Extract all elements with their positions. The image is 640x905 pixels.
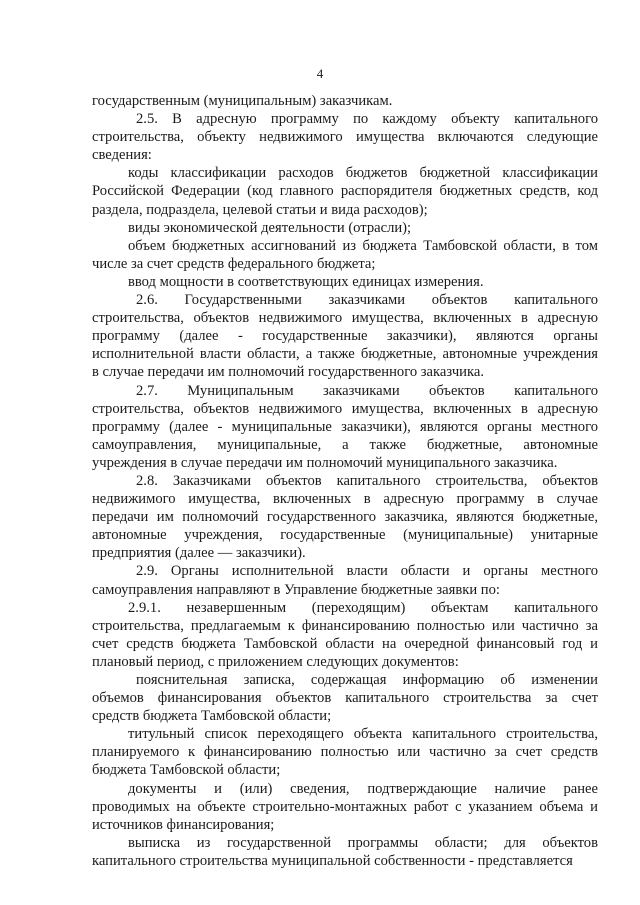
text-line: государственным (муниципальным) заказчикам. bbox=[92, 93, 393, 109]
text-line: строительства, предлагаемым к финансированию полностью или частично за bbox=[92, 617, 598, 634]
text-line: программу (далее - государственные заказчики), являются органы bbox=[92, 328, 598, 345]
text-line: недвижимого имущества, включенных в адресную программу в случае bbox=[92, 491, 598, 508]
paragraph-p13 bbox=[92, 780, 598, 834]
text-line: 2.9.1. незавершенным (переходящим) объектам капитального bbox=[128, 599, 598, 616]
paragraph-p8 bbox=[92, 472, 598, 562]
text-line: 2.6. Государственными заказчиками объектов капитального bbox=[136, 292, 598, 309]
text-line: объем бюджетных ассигнований из бюджета Тамбовской области, в том bbox=[128, 237, 598, 254]
text-line: счет средств бюджета Тамбовской области на очередной финансовый год и bbox=[92, 635, 598, 652]
page-number: 4 bbox=[316, 66, 324, 81]
document-body bbox=[92, 92, 598, 870]
text-line: самоуправления, муниципальные, а также бюджетные, автономные bbox=[92, 436, 598, 453]
text-line: самоуправления направляют в Управление бюджетные заявки по: bbox=[92, 581, 500, 598]
text-line: 2.8. Заказчиками объектов капитального строительства, объектов bbox=[136, 472, 598, 489]
text-line: выписка из государственной программы области; для объектов bbox=[128, 834, 598, 851]
paragraph-p11 bbox=[92, 671, 598, 725]
paragraph-p14 bbox=[92, 834, 598, 870]
paragraph-p3 bbox=[92, 219, 598, 237]
text-line: сведения: bbox=[92, 147, 152, 164]
text-line: капитального строительства муниципальной собственности - представляется bbox=[92, 852, 573, 869]
paragraph-p0 bbox=[92, 92, 598, 110]
text-line: программу (далее - муниципальные заказчики), являются органы местного bbox=[92, 418, 598, 435]
text-line: Российской Федерации (код главного распорядителя бюджетных средств, код bbox=[92, 183, 598, 200]
text-line: передачи им полномочий государственного заказчика, являются бюджетные, bbox=[92, 509, 598, 526]
text-line: средств бюджета Тамбовской области; bbox=[92, 708, 332, 725]
text-line: автономные учреждения, государственные (муниципальные) унитарные bbox=[92, 527, 598, 544]
paragraph-p5 bbox=[92, 273, 598, 291]
text-line: раздела, подраздела, целевой статьи и вида расходов); bbox=[92, 201, 428, 218]
paragraph-p6 bbox=[92, 291, 598, 381]
text-line: 2.9. Органы исполнительной власти области и органы местного bbox=[136, 563, 598, 580]
text-line: предприятия (далее — заказчики). bbox=[92, 545, 306, 562]
text-line: титульный список переходящего объекта капитального строительства, bbox=[128, 726, 598, 743]
paragraph-p7 bbox=[92, 382, 598, 472]
paragraph-p12 bbox=[92, 725, 598, 779]
paragraph-p9 bbox=[92, 562, 598, 598]
text-line: плановый период, с приложением следующих документов: bbox=[92, 653, 459, 670]
text-line: исполнительной власти области, а также бюджетные, автономные учреждения bbox=[92, 346, 598, 363]
text-line: пояснительная записка, содержащая информацию об изменении bbox=[136, 672, 598, 688]
text-line: ввод мощности в соответствующих единицах измерения. bbox=[128, 273, 484, 290]
text-line: 2.5. В адресную программу по каждому объекту капитального bbox=[136, 111, 598, 128]
text-line: строительства, объектов недвижимого имущества, включенных в адресную bbox=[92, 400, 598, 417]
text-line: строительства, объектов недвижимого имущества, включенных в адресную bbox=[92, 310, 598, 327]
text-line: бюджета Тамбовской области; bbox=[92, 762, 281, 779]
text-line: проводимых на объекте строительно-монтажных работ с указанием объема и bbox=[92, 798, 598, 815]
text-line: объемов финансирования объектов капитального строительства за счет bbox=[92, 690, 598, 707]
text-line: числе за счет средств федерального бюджета; bbox=[92, 255, 376, 272]
paragraph-p1 bbox=[92, 110, 598, 164]
text-line: планируемого к финансированию полностью или частично за счет средств bbox=[92, 744, 598, 761]
text-line: источников финансирования; bbox=[92, 816, 275, 833]
paragraph-p4 bbox=[92, 237, 598, 273]
text-line: строительства, объекту недвижимого имущества включаются следующие bbox=[92, 129, 598, 146]
text-line: коды классификации расходов бюджетов бюджетной классификации bbox=[128, 165, 598, 182]
text-line: виды экономической деятельности (отрасли); bbox=[128, 219, 412, 236]
text-line: учреждения в случае передачи им полномочий муниципального заказчика. bbox=[92, 454, 558, 471]
paragraph-p10 bbox=[92, 599, 598, 671]
text-line: документы и (или) сведения, подтверждающие наличие ранее bbox=[128, 780, 598, 797]
paragraph-p2 bbox=[92, 164, 598, 218]
text-line: 2.7. Муниципальным заказчиками объектов капитального bbox=[136, 382, 598, 399]
text-line: в случае передачи им полномочий государственного заказчика. bbox=[92, 364, 484, 381]
